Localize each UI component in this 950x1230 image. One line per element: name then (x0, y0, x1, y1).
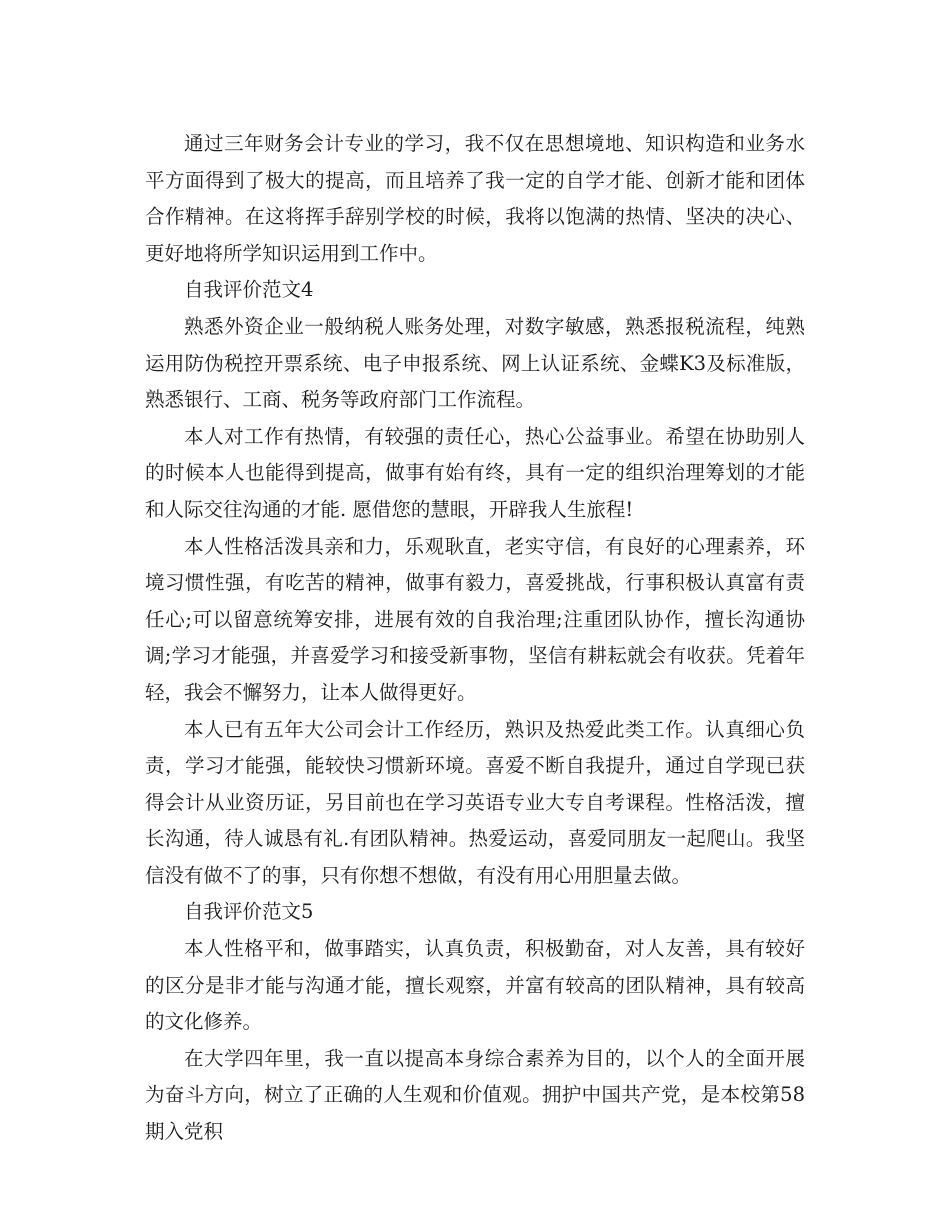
paragraph-personality: 本人性格活泼具亲和力，乐观耿直，老实守信，有良好的心理素养，环境习惯性强，有吃苦的精神，做事有毅力，喜爱挑战，行事积极认真富有责任心;可以留意统筹安排，进展有效的自我治理;注重团队协作，擅长沟通协调;学习才能强，并喜爱学习和接受新事物，坚信有耕耘就会有收获。凭着年轻，我会不懈努力，让本人做得更好。 (145, 534, 805, 704)
document-body (145, 126, 805, 1151)
paragraph-tax-skills: 熟悉外资企业一般纳税人账务处理，对数字敏感，熟悉报税流程，纯熟运用防伪税控开票系统、电子申报系统、网上认证系统、金蝶K3及标准版，熟悉银行、工商、税务等政府部门工作流程。 (145, 314, 805, 412)
section-heading-example-5: 自我评价范文5 (184, 900, 314, 924)
paragraph-work-passion: 本人对工作有热情，有较强的责任心，热心公益事业。希望在协助别人的时候本人也能得到提高，做事有始有终，具有一定的组织治理筹划的才能和人际交往沟通的才能. 愿借您的慧眼，开辟我人生旅程! (145, 424, 805, 521)
paragraph-temperament: 本人性格平和，做事踏实，认真负责，积极勤奋，对人友善，具有较好的区分是非才能与沟通才能，擅长观察，并富有较高的团队精神，具有较高的文化修养。 (145, 937, 805, 1034)
paragraph-finance-study: 通过三年财务会计专业的学习，我不仅在思想境地、知识构造和业务水平方面得到了极大的提高，而且培养了我一定的自学才能、创新才能和团体合作精神。在这将挥手辞别学校的时候，我将以饱满的热情、坚决的决心、更好地将所学知识运用到工作中。 (145, 132, 805, 265)
paragraph-university-years: 在大学四年里，我一直以提高本身综合素养为目的，以个人的全面开展为奋斗方向，树立了正确的人生观和价值观。拥护中国共产党，是本校第58期入党积 (145, 1046, 805, 1144)
paragraph-accounting-experience: 本人已有五年大公司会计工作经历，熟识及热爱此类工作。认真细心负责，学习才能强，能较快习惯新环境。喜爱不断自我提升，通过自学现已获得会计从业资历证，另目前也在学习英语专业大专自考课程。性格活泼，擅长沟通，待人诚恳有礼.有团队精神。热爱运动，喜爱同朋友一起爬山。我坚信没有做不了的事，只有你想不想做，有没有用心用胆量去做。 (145, 717, 805, 887)
section-heading-example-4: 自我评价范文4 (184, 278, 314, 302)
